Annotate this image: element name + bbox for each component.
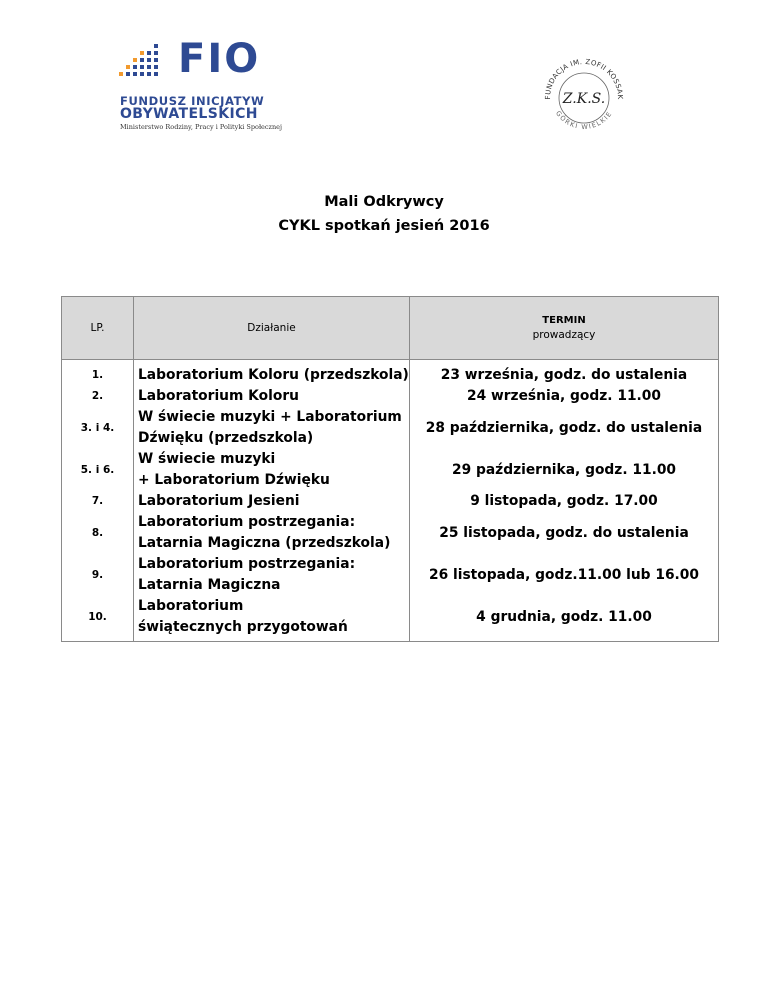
zks-foundation-seal-icon — [536, 48, 632, 144]
row-term: 4 grudnia, godz. 11.00 — [410, 596, 719, 642]
fio-dots-icon — [118, 42, 162, 82]
row-action — [134, 386, 410, 407]
row-term: 26 listopada, godz.11.00 lub 16.00 — [410, 554, 719, 596]
row-action-line: świątecznych przygotowań — [138, 619, 348, 635]
fio-ministry-line: Ministerstwo Rodziny, Pracy i Polityki Społecznej — [120, 123, 283, 131]
fio-logo — [118, 36, 288, 134]
row-action-line: Laboratorium postrzegania: — [138, 556, 356, 572]
row-action-line: Laboratorium — [138, 598, 244, 614]
fio-line-2: OBYWATELSKICH — [120, 106, 258, 122]
row-term: 25 listopada, godz. do ustalenia — [410, 512, 719, 554]
row-action — [134, 554, 410, 596]
table-row — [62, 386, 719, 407]
row-lp: 8. — [62, 512, 134, 554]
row-lp: 5. i 6. — [62, 449, 134, 491]
row-term: 28 października, godz. do ustalenia — [410, 407, 719, 449]
header-action: Działanie — [134, 297, 410, 360]
row-lp: 9. — [62, 554, 134, 596]
header-lp: LP. — [62, 297, 134, 360]
svg-text:Z.K.S.: Z.K.S. — [562, 91, 606, 107]
row-action — [134, 512, 410, 554]
row-lp: 3. i 4. — [62, 407, 134, 449]
table-row — [62, 596, 719, 642]
table-row — [62, 554, 719, 596]
row-action-line: + Laboratorium Dźwięku — [138, 472, 330, 488]
row-action-line: W świecie muzyki — [138, 451, 276, 467]
svg-text:GÓRKI WIELKIE: GÓRKI WIELKIE — [553, 109, 614, 132]
schedule-table — [61, 296, 719, 642]
table-row — [62, 365, 719, 386]
header-term — [410, 297, 719, 360]
row-term: 23 września, godz. do ustalenia — [410, 365, 719, 386]
row-action-line: Laboratorium Jesieni — [138, 493, 300, 509]
row-term: 9 listopada, godz. 17.00 — [410, 491, 719, 512]
row-action — [134, 365, 410, 386]
row-action — [134, 407, 410, 449]
heading-subtitle: CYKL spotkań jesień 2016 — [278, 218, 490, 234]
row-action — [134, 449, 410, 491]
row-action — [134, 596, 410, 642]
row-action — [134, 491, 410, 512]
table-header-row — [62, 297, 719, 360]
table-row — [62, 491, 719, 512]
fio-wordmark: FIO — [178, 36, 261, 82]
row-action-line: Laboratorium postrzegania: — [138, 514, 356, 530]
table-row — [62, 512, 719, 554]
header-term-line1: TERMIN — [542, 315, 586, 326]
header-term-line2: prowadzący — [532, 329, 596, 341]
row-action-line: Latarnia Magiczna — [138, 577, 281, 593]
svg-text:FUNDACJA IM. ZOFII KOSSAK: FUNDACJA IM. ZOFII KOSSAK — [543, 57, 625, 100]
row-action-line: Dźwięku (przedszkola) — [138, 430, 314, 446]
row-lp: 2. — [62, 386, 134, 407]
row-lp: 10. — [62, 596, 134, 642]
row-action-line: W świecie muzyki + Laboratorium — [138, 409, 402, 425]
row-term: 29 października, godz. 11.00 — [410, 449, 719, 491]
row-action-line: Latarnia Magiczna (przedszkola) — [138, 535, 391, 551]
row-action-line: Laboratorium Koloru — [138, 388, 299, 404]
row-lp: 7. — [62, 491, 134, 512]
heading-title: Mali Odkrywcy — [324, 194, 444, 210]
table-row — [62, 449, 719, 491]
row-lp: 1. — [62, 365, 134, 386]
row-term: 24 września, godz. 11.00 — [410, 386, 719, 407]
document-heading — [0, 190, 768, 238]
table-row — [62, 407, 719, 449]
fio-line-1: FUNDUSZ INICJATYW — [120, 94, 265, 108]
row-action-line: Laboratorium Koloru (przedszkola) — [138, 367, 409, 383]
